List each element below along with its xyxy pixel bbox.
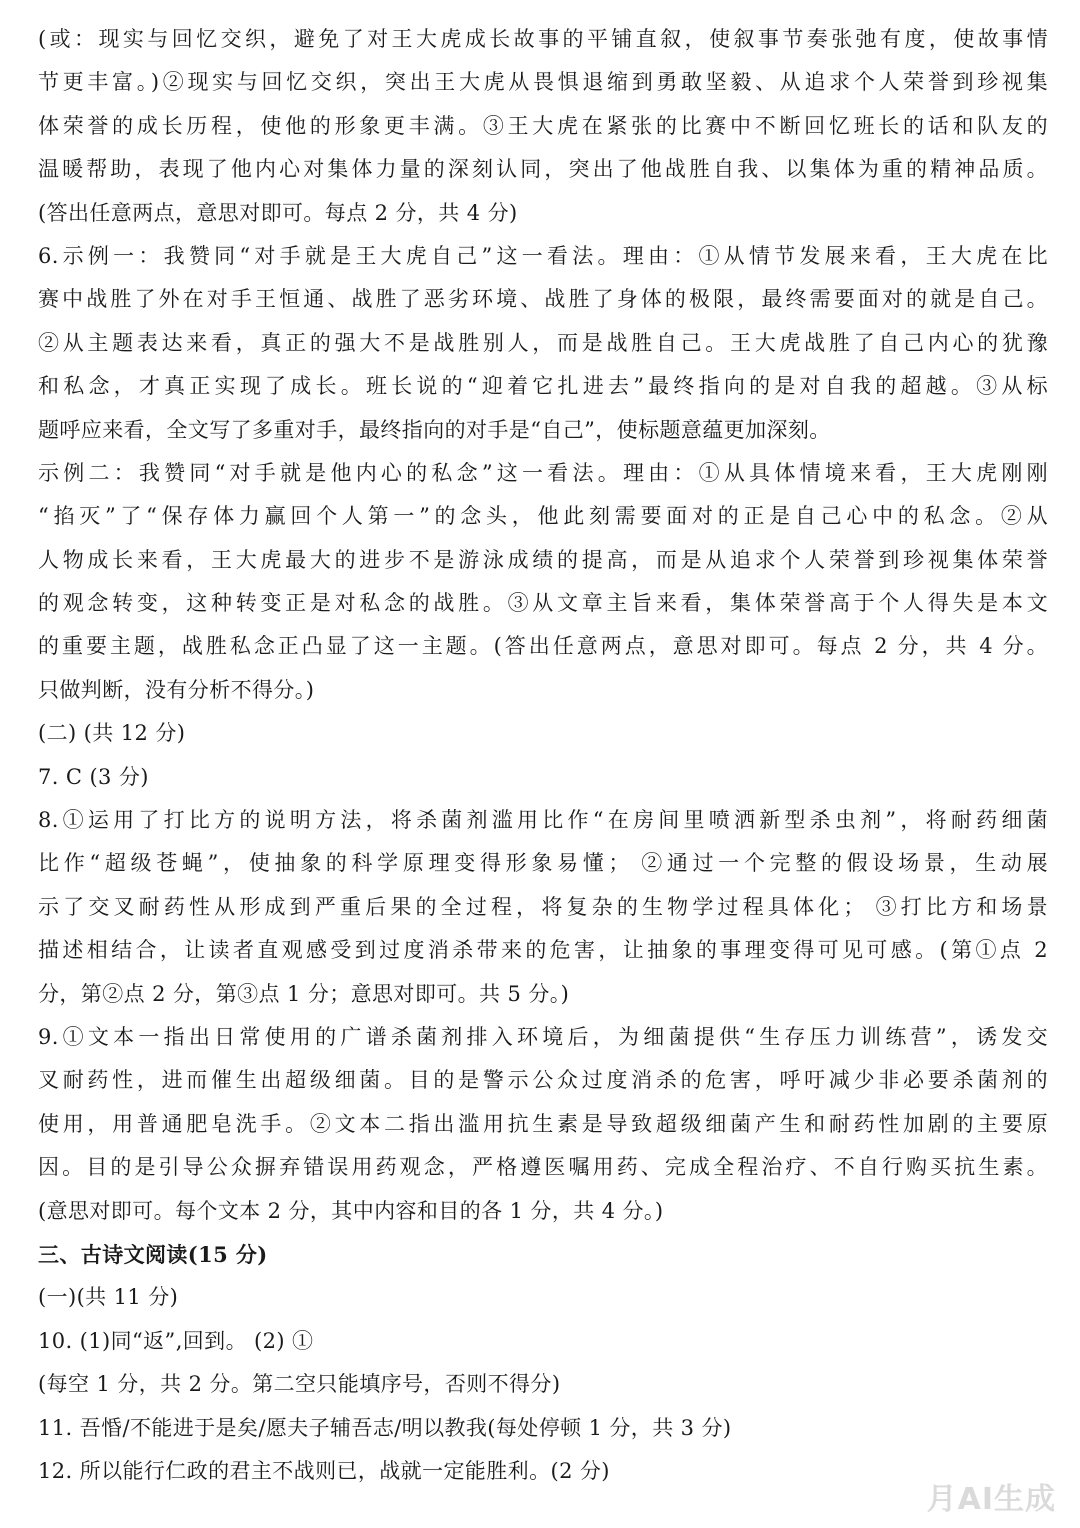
answer-8-line: 8.①运用了打比方的说明方法，将杀菌剂滥用比作“在房间里喷洒新型杀虫剂”，将耐药细菌 [38,808,1048,833]
answer-9-line: 叉耐药性，进而催生出超级细菌。目的是警示公众过度消杀的危害，呼吁减少非必要杀菌剂的 [38,1068,1048,1093]
answer-6-line: ②从主题表达来看，真正的强大不是战胜别人，而是战胜自己。王大虎战胜了自己内心的犹豫 [38,330,1048,355]
section-heading: (二) (共 12 分) [38,721,186,746]
section-title: 三、古诗文阅读(15 分) [38,1241,268,1267]
answer-9-line: 9.①文本一指出日常使用的广谱杀菌剂排入环境后，为细菌提供“生存压力训练营”，诱发交 [38,1024,1048,1049]
answer-document [38,18,1048,1493]
answer-8-line: 示了交叉耐药性从形成到严重后果的全过程，将复杂的生物学过程具体化； ③打比方和场景 [38,894,1048,919]
scoring-note: (答出任意两点，意思对即可。每点 2 分，共 4 分) [38,200,518,225]
answer-6-example2-line: 示例二：我赞同“对手就是他内心的私念”这一看法。理由：①从具体情境来看，王大虎刚刚 [38,460,1048,485]
answer-9-line: 因。目的是引导公众摒弃错误用药观念，严格遵医嘱用药、完成全程治疗、不自行购买抗生素。 [38,1155,1048,1180]
answer-11: 11. 吾惛/不能进于是矣/愿夫子辅吾志/明以教我(每处停顿 1 分，共 3 分) [38,1415,732,1440]
scoring-note: (意思对即可。每个文本 2 分，其中内容和目的各 1 分，共 4 分。) [38,1198,664,1223]
section-heading: (一)(共 11 分) [38,1285,179,1310]
text-line: 温暖帮助，表现了他内心对集体力量的深刻认同，突出了他战胜自我、以集体为重的精神品质。 [38,157,1048,182]
scoring-note: 分，第②点 2 分，第③点 1 分；意思对即可。共 5 分。) [38,981,570,1006]
answer-6-example2-line: “掐灭”了“保存体力赢回个人第一”的念头，他此刻需要面对的正是自己心中的私念。②从 [38,504,1048,529]
answer-8-line: 描述相结合，让读者直观感受到过度消杀带来的危害，让抽象的事理变得可见可感。(第①点 2 [38,938,1048,963]
answer-10: 10. (1)同“返”,回到。 (2) ① [38,1328,314,1353]
text-line: 节更丰富。)②现实与回忆交织，突出王大虎从畏惧退缩到勇敢坚毅、从追求个人荣誉到珍视集 [38,70,1048,95]
answer-6-example2-line: 人物成长来看，王大虎最大的进步不是游泳成绩的提高，而是从追求个人荣誉到珍视集体荣誉 [38,547,1048,572]
answer-6-line: 赛中战胜了外在对手王恒通、战胜了恶劣环境、战胜了身体的极限，最终需要面对的就是自己。 [38,287,1048,312]
answer-6-line: 和私念，才真正实现了成长。班长说的“迎着它扎进去”最终指向的是对自我的超越。③从标 [38,374,1048,399]
text-line: 体荣誉的成长历程，使他的形象更丰满。③王大虎在紧张的比赛中不断回忆班长的话和队友的 [38,113,1048,138]
text-line: (或：现实与回忆交织，避免了对王大虎成长故事的平铺直叙，使叙事节奏张弛有度，使故事情 [38,27,1048,51]
answer-12: 12. 所以能行仁政的君主不战则已，战就一定能胜利。(2 分) [38,1458,610,1483]
scoring-note: (每空 1 分，共 2 分。第二空只能填序号，否则不得分) [38,1372,561,1397]
answer-6-example2-line: 的观念转变，这种转变正是对私念的战胜。③从文章主旨来看，集体荣誉高于个人得失是本文 [38,591,1048,616]
answer-6-line: 题呼应来看，全文写了多重对手，最终指向的对手是“自己”，使标题意蕴更加深刻。 [38,417,831,442]
answer-6-example2-line: 的重要主题，战胜私念正凸显了这一主题。(答出任意两点，意思对即可。每点 2 分，共 4 分。 [38,634,1048,659]
answer-9-line: 使用，用普通肥皂洗手。②文本二指出滥用抗生素是导致超级细菌产生和耐药性加剧的主要原 [38,1111,1048,1136]
answer-8-line: 比作“超级苍蝇”，使抽象的科学原理变得形象易懂； ②通过一个完整的假设场景，生动展 [38,851,1048,876]
scoring-note: 只做判断，没有分析不得分。) [38,677,315,702]
watermark-logo: 月AI生成 [926,1482,1056,1517]
answer-6-line: 6.示例一：我赞同“对手就是王大虎自己”这一看法。理由：①从情节发展来看，王大虎在比 [38,243,1048,268]
answer-7: 7. C (3 分) [38,764,149,789]
